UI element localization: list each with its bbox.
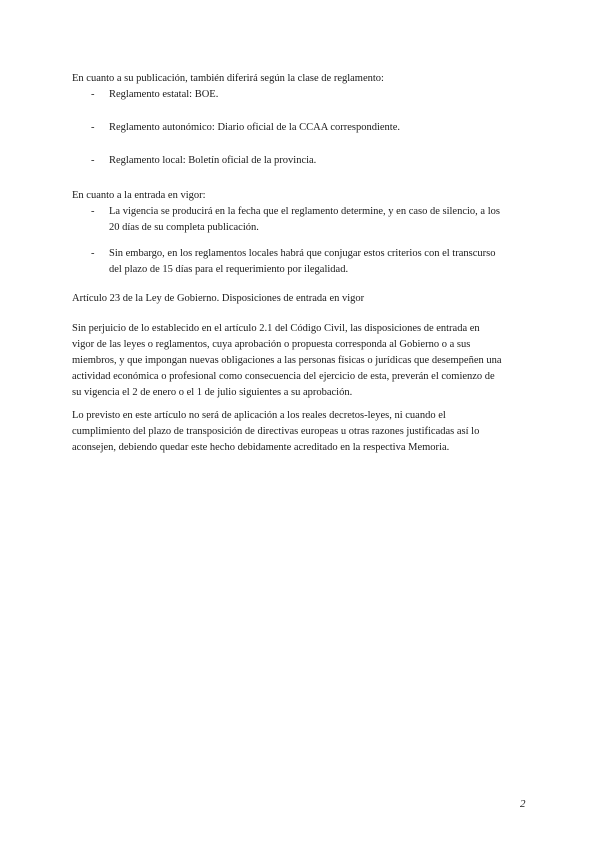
list-item-text: Reglamento autonómico: Diario oficial de la CCAA correspondiente. — [109, 122, 401, 133]
article-heading-block — [72, 291, 522, 307]
list-item — [72, 246, 522, 278]
list-item-line: del plazo de 15 días para el requerimiento por ilegalidad. — [109, 264, 349, 275]
entry-into-force-intro: En cuanto a la entrada en vigor: — [72, 190, 206, 201]
article-heading: Artículo 23 de la Ley de Gobierno. Disposiciones de entrada en vigor — [72, 293, 365, 304]
list-item-line: La vigencia se producirá en la fecha que el reglamento determine, y en caso de silencio, a los — [109, 206, 500, 217]
publication-section — [72, 71, 522, 169]
paragraph-line: vigor de las leyes o reglamentos, cuya aprobación o propuesta corresponda al Gobierno o a sus — [72, 339, 471, 350]
entry-into-force-section — [72, 188, 522, 278]
list-dash: - — [91, 89, 95, 100]
publication-intro: En cuanto a su publicación, también diferirá según la clase de reglamento: — [72, 73, 384, 84]
list-item-line: 20 días de su completa publicación. — [109, 222, 259, 233]
paragraph-2 — [72, 408, 522, 456]
publication-list — [72, 87, 522, 169]
paragraph-line: su vigencia el 2 de enero o el 1 de julio siguientes a su aprobación. — [72, 387, 353, 398]
list-item — [72, 87, 522, 103]
list-item — [72, 120, 522, 136]
list-dash: - — [91, 248, 95, 259]
paragraph-1 — [72, 321, 522, 401]
paragraph-line: aconsejen, debiendo quedar este hecho debidamente acreditado en la respectiva Memoria. — [72, 442, 450, 453]
paragraph-line: miembros, y que impongan nuevas obligaciones a las personas físicas o jurídicas que desempeñen una — [72, 355, 502, 366]
list-dash: - — [91, 155, 95, 166]
list-item-line: Sin embargo, en los reglamentos locales habrá que conjugar estos criterios con el transcurso — [109, 248, 496, 259]
list-item — [72, 204, 522, 236]
list-item — [72, 153, 522, 169]
list-item-text: Reglamento estatal: BOE. — [109, 89, 219, 100]
paragraph-line: Lo previsto en este artículo no será de aplicación a los reales decretos-leyes, ni cuando el — [72, 410, 446, 421]
entry-into-force-list — [72, 204, 522, 278]
paragraph-line: cumplimiento del plazo de transposición de directivas europeas u otras razones justificadas así lo — [72, 426, 480, 437]
list-dash: - — [91, 122, 95, 133]
paragraph-line: Sin perjuicio de lo establecido en el artículo 2.1 del Código Civil, las disposiciones de entrada en — [72, 323, 480, 334]
list-dash: - — [91, 206, 95, 217]
list-item-text: Reglamento local: Boletín oficial de la provincia. — [109, 155, 317, 166]
page-number: 2 — [520, 798, 526, 810]
paragraph-line: actividad económica o profesional como consecuencia del ejercicio de esta, preverán el comienzo de — [72, 371, 495, 382]
